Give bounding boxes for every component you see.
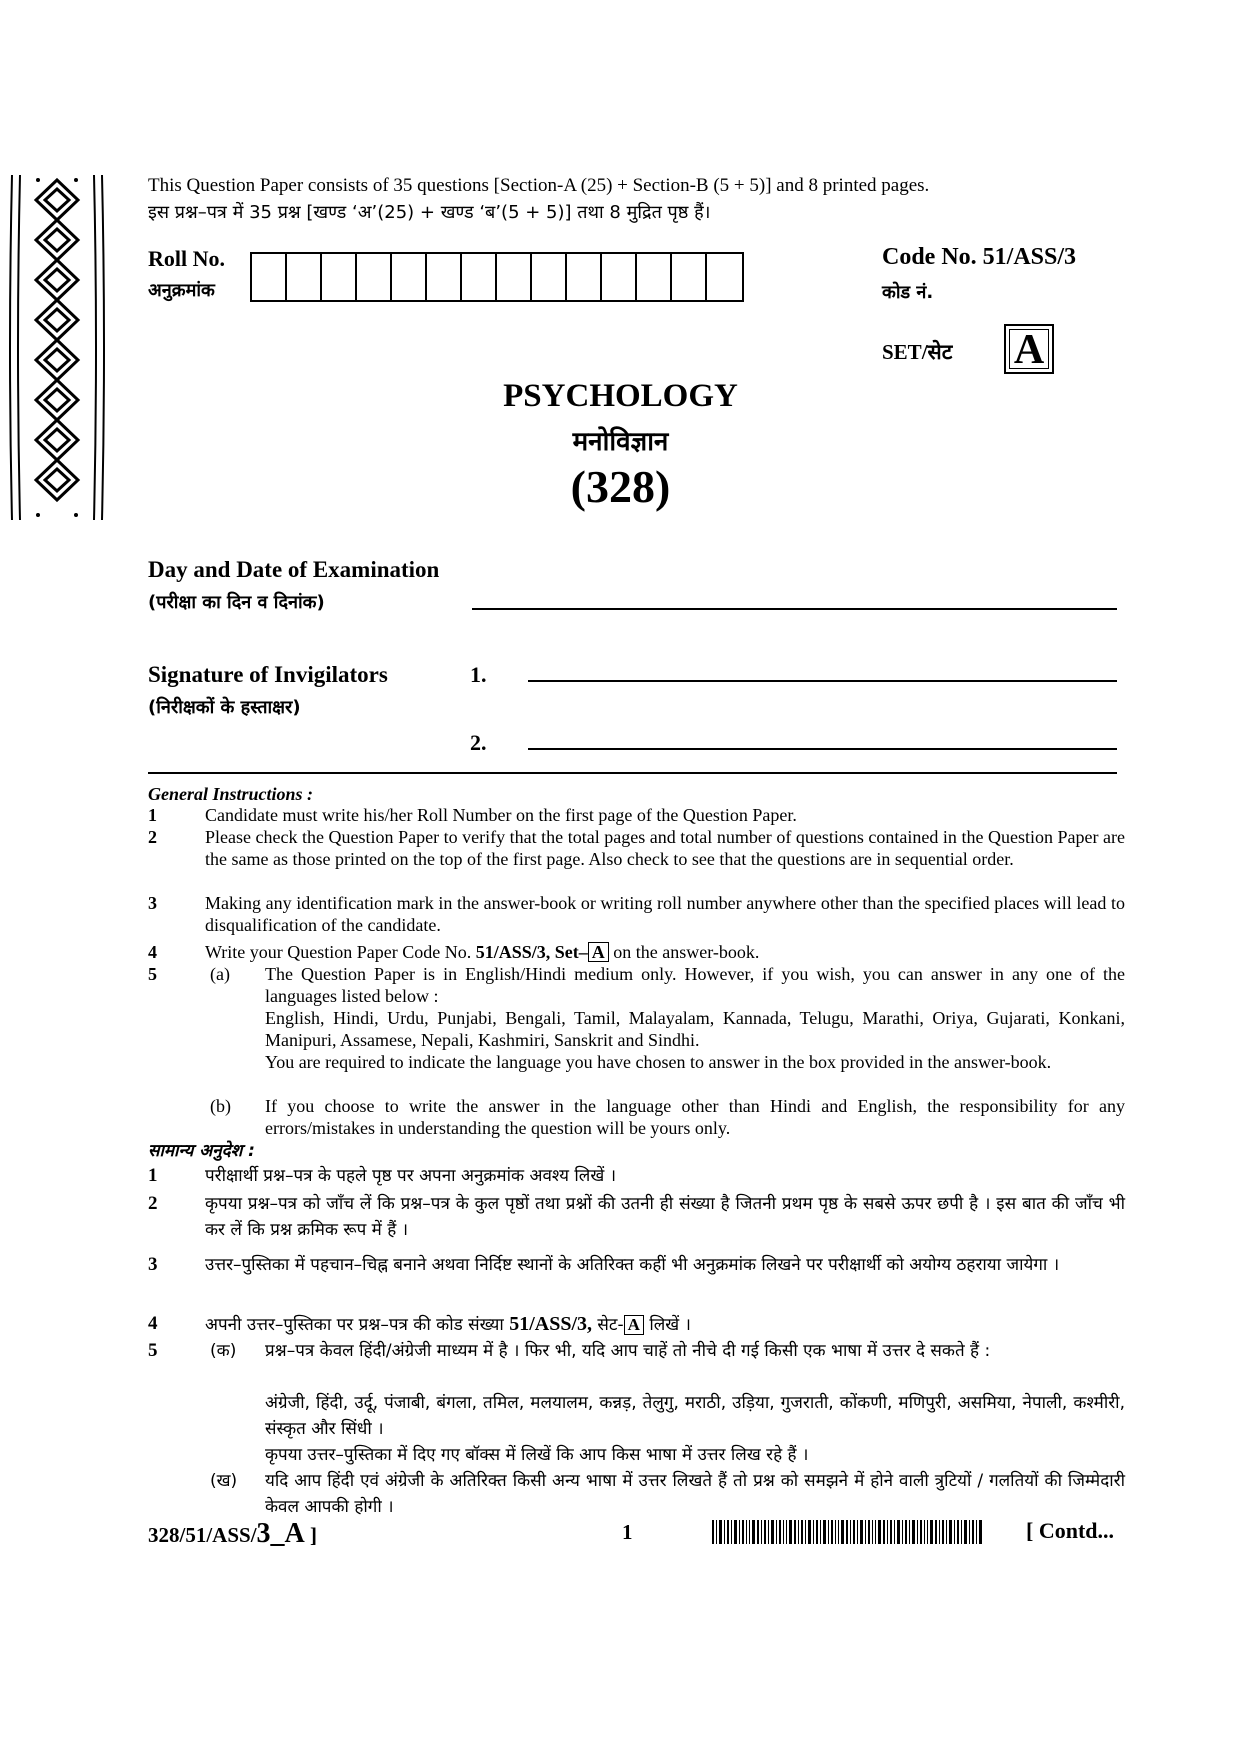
hi-num-1: 1 (148, 1165, 158, 1186)
exam-date-label-hindi: (परीक्षा का दिन व दिनांक) (148, 592, 325, 613)
barcode-image (712, 1520, 982, 1544)
hindi-instruction-4 (205, 1311, 1125, 1338)
hindi-instruction-5a-note: कृपया उत्तर–पुस्तिका में दिए गए बॉक्स में लिखें कि आप किस भाषा में उत्तर लिख रहे हैं । (265, 1445, 809, 1465)
hindi-instruction-5a-languages: अंग्रेजी, हिंदी, उर्दू, पंजाबी, बंगला, तमिल, मलयालम, कन्नड़, तेलुगु, मराठी, उड़िया, गुजराती, कोंकणी, मणिपुरी, असमिया, नेपाली, कश्मीरी, संस्कृत और सिंधी । (265, 1393, 1125, 1439)
instr-5a-label: (a) (210, 964, 230, 984)
instr-5b-label: (b) (210, 1096, 231, 1116)
hindi-instruction-5a: प्रश्न–पत्र केवल हिंदी/अंग्रेजी माध्यम में है । फिर भी, यदि आप चाहें तो नीचे दी गई किसी एक भाषा में उत्तर दे सकते हैं : (265, 1341, 991, 1361)
instruction-4-code: 51/ASS/3, Set– (475, 942, 588, 962)
hindi-instruction-3: उत्तर–पुस्तिका में पहचान–चिह्न बनाने अथवा निर्दिष्ट स्थानों के अतिरिक्त कहीं भी अनुक्रमांक लिखने पर परीक्षार्थी को अयोग्य ठहराया जायेगा । (205, 1255, 1060, 1275)
footer-code-big: 3_A (256, 1518, 305, 1549)
instr-num-2: 2 (148, 827, 157, 847)
hindi-instruction-5b: यदि आप हिंदी एवं अंग्रेजी के अतिरिक्त किसी अन्य भाषा में उत्तर लिखते हैं तो प्रश्न को समझने में होने वाली त्रुटियों / गलतियों की जिम्मेदारी केवल आपकी होगी । (265, 1471, 1125, 1517)
instruction-5a-languages: English, Hindi, Urdu, Punjabi, Bengali, Tamil, Malayalam, Kannada, Telugu, Marathi, Oriya, Gujarati, Konkani, Manipuri, Assamese, Nepali, Kashmiri, Sanskrit and Sindhi. (265, 1008, 1125, 1050)
hindi-5a-label: (क) (210, 1341, 237, 1361)
instructions-hindi-heading: सामान्य अनुदेश : (148, 1141, 255, 1161)
hindi-instruction-4-post: लिखें । (649, 1315, 691, 1335)
hindi-instruction-4-set: A (624, 1315, 644, 1335)
instruction-5a-note: You are required to indicate the language you have chosen to answer in the box provided in the answer-book. (265, 1052, 1052, 1072)
instruction-4 (205, 942, 1125, 964)
page-number: 1 (622, 1520, 633, 1544)
hindi-5b-label: (ख) (210, 1471, 238, 1491)
invigilator-one-num: 1. (470, 662, 487, 687)
header-hindi: इस प्रश्न–पत्र में 35 प्रश्न [खण्ड ‘अ’(25) + खण्ड ‘ब’(5 + 5)] तथा 8 मुद्रित पृष्ठ हैं। (148, 202, 711, 223)
instructions-heading: General Instructions : (148, 784, 314, 804)
set-box (1004, 324, 1054, 374)
invigilator-two-num: 2. (470, 730, 487, 755)
instruction-4-post: on the answer-book. (613, 942, 760, 962)
subject-number: (328) (570, 461, 671, 512)
roll-label: Roll No. (148, 246, 225, 271)
code-label-hindi: कोड नं. (882, 282, 934, 303)
footer-code-post: ] (304, 1523, 318, 1547)
instr-num-5: 5 (148, 964, 157, 984)
hi-num-2: 2 (148, 1193, 158, 1214)
instruction-4-set: A (588, 942, 609, 962)
exam-date-field[interactable] (472, 608, 1117, 610)
instr-num-3: 3 (148, 893, 157, 913)
set-label: SET/सेट (882, 340, 953, 364)
instr-num-1: 1 (148, 805, 157, 825)
invigilator-one-field[interactable] (528, 680, 1117, 682)
subject-title-hindi: मनोविज्ञान (572, 427, 669, 457)
exam-date-label: Day and Date of Examination (148, 557, 440, 582)
hi-num-5: 5 (148, 1340, 158, 1361)
instruction-2: Please check the Question Paper to verify that the total pages and total number of questions contained in the Question Paper are the same as those printed on the top of the first page. Also check to see that the questions are in sequential order. (205, 827, 1125, 869)
invigilators-label-hindi: (निरीक्षकों के हस्ताक्षर) (148, 697, 301, 718)
hindi-instruction-4-set-pre: सेट- (597, 1315, 624, 1335)
hi-num-4: 4 (148, 1313, 158, 1334)
roll-number-boxes[interactable] (250, 252, 744, 302)
set-value: A (1013, 327, 1045, 373)
instruction-3: Making any identification mark in the answer-book or writing roll number anywhere other than the specified places will lead to disqualification of the candidate. (205, 893, 1125, 935)
instr-num-4: 4 (148, 942, 157, 962)
code-number: Code No. 51/ASS/3 (882, 244, 1077, 270)
hindi-instruction-1: परीक्षार्थी प्रश्न–पत्र के पहले पृष्ठ पर अपना अनुक्रमांक अवश्य लिखें । (205, 1166, 617, 1186)
footer-code (148, 1518, 317, 1550)
roll-label-hindi: अनुक्रमांक (148, 280, 215, 301)
hindi-instruction-2: कृपया प्रश्न–पत्र को जाँच लें कि प्रश्न–पत्र के कुल पृष्ठों तथा प्रश्नों की उतनी ही संख्या है जितनी प्रथम पृष्ठ के सबसे ऊपर छपी है । इस बात की जाँच भी कर लें कि प्रश्न क्रमिक रूप में हैं । (205, 1194, 1125, 1240)
header-english: This Question Paper consists of 35 questions [Section-A (25) + Section-B (5 + 5)] and 8 printed pages. (148, 175, 930, 196)
instruction-5b: If you choose to write the answer in the language other than Hindi and English, the responsibility for any errors/mistakes in understanding the question will be yours only. (265, 1096, 1125, 1138)
instruction-4-pre: Write your Question Paper Code No. (205, 942, 472, 962)
instruction-1: Candidate must write his/her Roll Number on the first page of the Question Paper. (205, 805, 797, 825)
instruction-5a: The Question Paper is in English/Hindi medium only. However, if you wish, you can answer in any one of the languages listed below : (265, 964, 1125, 1006)
hindi-instruction-4-code: 51/ASS/3, (509, 1313, 593, 1335)
hi-num-3: 3 (148, 1254, 158, 1275)
footer-code-pre: 328/51/ASS/ (148, 1523, 257, 1547)
invigilator-two-field[interactable] (528, 748, 1117, 750)
invigilators-label: Signature of Invigilators (148, 662, 388, 687)
hindi-instruction-4-pre: अपनी उत्तर–पुस्तिका पर प्रश्न–पत्र की कोड संख्या (205, 1315, 504, 1335)
contd-label: [ Contd... (1026, 1518, 1115, 1543)
subject-title: PSYCHOLOGY (503, 378, 738, 414)
divider (148, 772, 1117, 774)
